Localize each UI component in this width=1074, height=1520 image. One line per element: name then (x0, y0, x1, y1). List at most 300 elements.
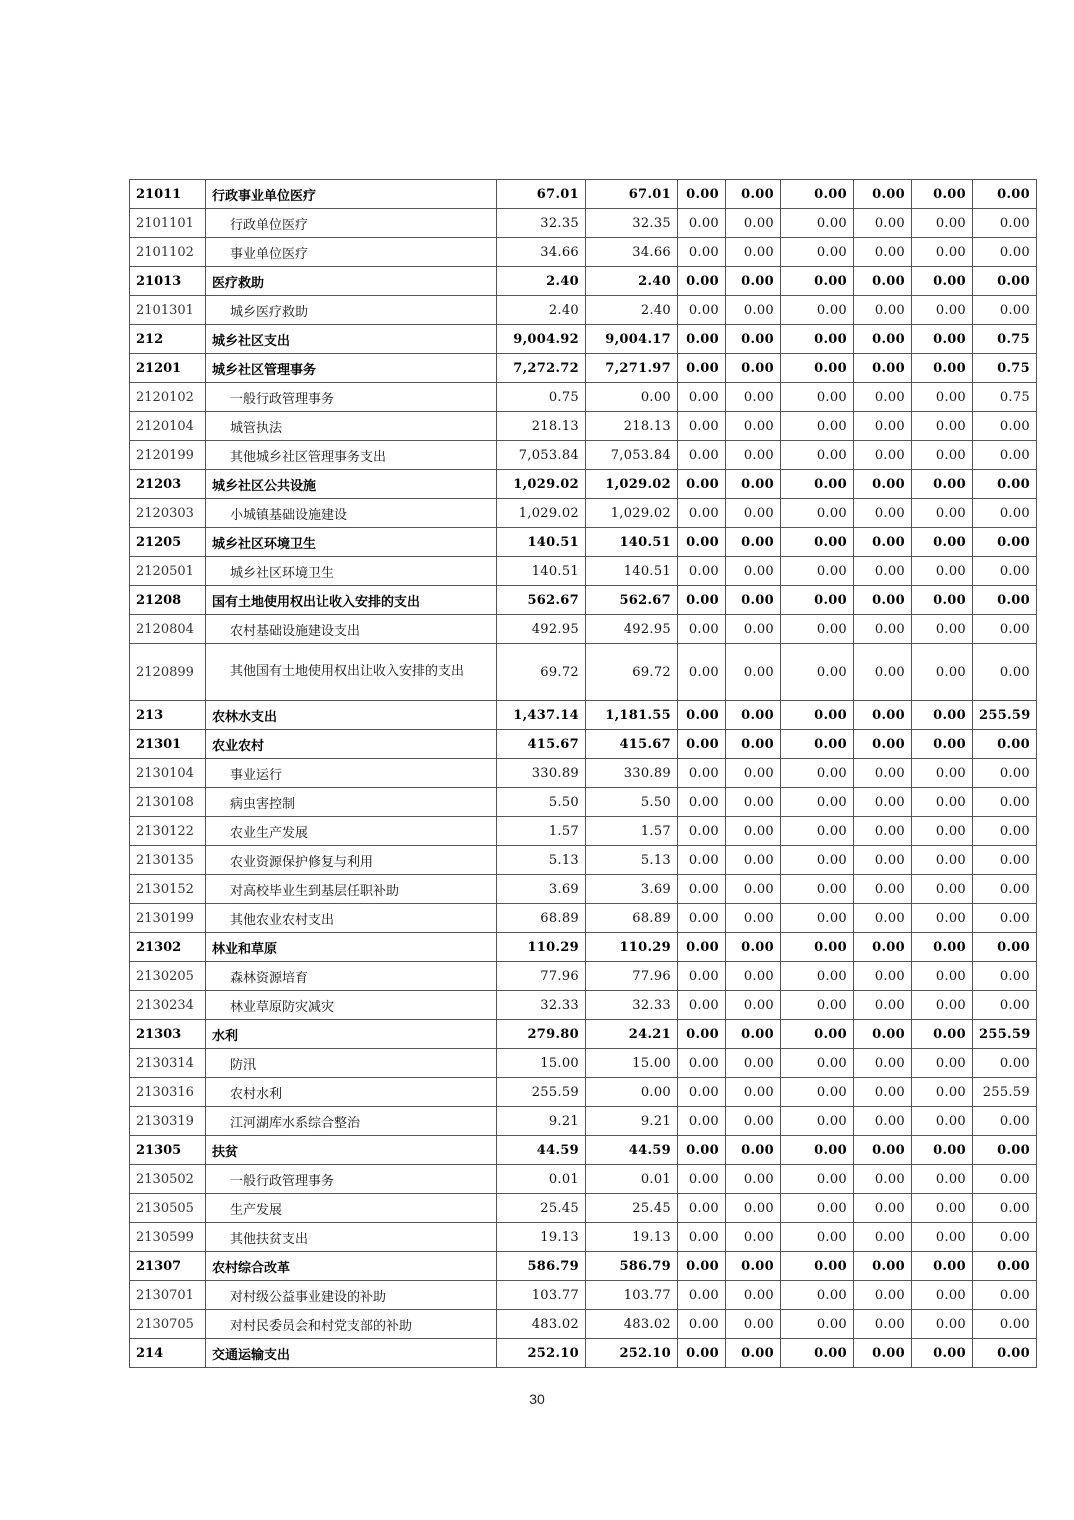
row-value: 0.00 (854, 875, 912, 904)
row-value: 0.00 (781, 962, 854, 991)
row-value: 562.67 (586, 586, 678, 615)
row-value: 0.00 (678, 180, 726, 209)
row-value: 0.00 (781, 1252, 854, 1281)
row-value: 0.00 (781, 470, 854, 499)
row-value: 0.00 (854, 238, 912, 267)
row-value: 0.00 (912, 238, 973, 267)
row-value: 252.10 (586, 1339, 678, 1368)
row-value: 0.00 (854, 991, 912, 1020)
row-name: 农业农村 (206, 730, 497, 759)
table-row (130, 962, 1037, 991)
row-value: 0.00 (678, 441, 726, 470)
row-value: 0.00 (973, 180, 1037, 209)
row-code: 2130122 (130, 817, 206, 846)
row-value: 0.00 (854, 846, 912, 875)
row-code: 212 (130, 325, 206, 354)
row-value: 0.00 (973, 267, 1037, 296)
row-value: 9,004.92 (497, 325, 586, 354)
row-value: 0.00 (678, 1252, 726, 1281)
row-value: 0.00 (912, 1020, 973, 1049)
row-value: 0.00 (973, 846, 1037, 875)
row-value: 44.59 (497, 1136, 586, 1165)
row-value: 2.40 (586, 267, 678, 296)
row-code: 21205 (130, 528, 206, 557)
row-value: 1,029.02 (586, 470, 678, 499)
row-code: 2120102 (130, 383, 206, 412)
row-value: 68.89 (497, 904, 586, 933)
row-name: 其他农业农村支出 (206, 904, 497, 933)
table-row (130, 730, 1037, 759)
row-value: 1.57 (497, 817, 586, 846)
row-value: 0.00 (678, 412, 726, 441)
row-code: 2130701 (130, 1281, 206, 1310)
row-value: 0.00 (678, 1194, 726, 1223)
row-value: 0.00 (781, 1194, 854, 1223)
row-value: 0.00 (781, 1281, 854, 1310)
row-value: 0.00 (781, 412, 854, 441)
row-value: 0.00 (678, 991, 726, 1020)
row-value: 0.00 (678, 267, 726, 296)
row-code: 2130234 (130, 991, 206, 1020)
row-value: 0.00 (912, 1165, 973, 1194)
row-value: 0.00 (726, 904, 781, 933)
row-name: 对高校毕业生到基层任职补助 (206, 875, 497, 904)
row-value: 140.51 (497, 528, 586, 557)
row-value: 0.00 (973, 412, 1037, 441)
row-value: 0.00 (586, 383, 678, 412)
row-value: 0.00 (973, 904, 1037, 933)
row-code: 2130135 (130, 846, 206, 875)
row-value: 0.00 (973, 962, 1037, 991)
table-row (130, 209, 1037, 238)
row-value: 0.00 (912, 441, 973, 470)
row-value: 0.00 (678, 557, 726, 586)
table-row (130, 1020, 1037, 1049)
row-name: 农林水支出 (206, 701, 497, 730)
row-value: 0.00 (973, 238, 1037, 267)
row-value: 0.00 (726, 1223, 781, 1252)
table-row (130, 1223, 1037, 1252)
row-value: 0.00 (726, 354, 781, 383)
page-number: 30 (529, 1391, 545, 1407)
table-row (130, 1339, 1037, 1368)
row-value: 0.00 (678, 1223, 726, 1252)
row-value: 0.00 (678, 1078, 726, 1107)
row-value: 7,272.72 (497, 354, 586, 383)
row-value: 32.35 (497, 209, 586, 238)
row-value: 0.00 (912, 1136, 973, 1165)
row-name: 水利 (206, 1020, 497, 1049)
row-value: 0.00 (678, 470, 726, 499)
row-value: 19.13 (497, 1223, 586, 1252)
row-code: 2130152 (130, 875, 206, 904)
row-value: 0.00 (854, 817, 912, 846)
row-code: 21307 (130, 1252, 206, 1281)
row-value: 0.00 (973, 875, 1037, 904)
row-value: 1,029.02 (497, 470, 586, 499)
table-row (130, 586, 1037, 615)
row-value: 0.00 (973, 470, 1037, 499)
row-value: 586.79 (497, 1252, 586, 1281)
row-value: 77.96 (497, 962, 586, 991)
row-value: 69.72 (497, 644, 586, 701)
row-value: 0.00 (854, 383, 912, 412)
row-code: 2101102 (130, 238, 206, 267)
row-value: 0.00 (912, 412, 973, 441)
row-value: 0.00 (781, 875, 854, 904)
row-value: 0.00 (912, 1194, 973, 1223)
row-code: 2130599 (130, 1223, 206, 1252)
row-value: 0.00 (726, 817, 781, 846)
table-row (130, 267, 1037, 296)
row-value: 1,437.14 (497, 701, 586, 730)
row-value: 5.50 (586, 788, 678, 817)
row-value: 218.13 (586, 412, 678, 441)
row-value: 0.00 (854, 615, 912, 644)
row-value: 0.00 (854, 1310, 912, 1339)
row-value: 0.00 (912, 325, 973, 354)
row-value: 255.59 (973, 1078, 1037, 1107)
table-row (130, 788, 1037, 817)
row-value: 0.00 (678, 759, 726, 788)
row-name: 行政事业单位医疗 (206, 180, 497, 209)
table-row (130, 991, 1037, 1020)
row-value: 0.00 (854, 1252, 912, 1281)
row-value: 15.00 (497, 1049, 586, 1078)
row-value: 0.00 (678, 586, 726, 615)
row-value: 0.00 (973, 1165, 1037, 1194)
row-name: 城乡社区环境卫生 (206, 557, 497, 586)
row-value: 34.66 (586, 238, 678, 267)
row-value: 0.00 (781, 1310, 854, 1339)
row-value: 0.00 (973, 528, 1037, 557)
row-value: 0.00 (973, 759, 1037, 788)
row-value: 0.00 (678, 209, 726, 238)
row-value: 0.00 (726, 701, 781, 730)
row-value: 0.00 (678, 528, 726, 557)
row-value: 0.00 (678, 1165, 726, 1194)
row-code: 2130108 (130, 788, 206, 817)
row-value: 2.40 (586, 296, 678, 325)
row-value: 0.00 (854, 788, 912, 817)
row-value: 0.00 (781, 1020, 854, 1049)
row-value: 0.00 (854, 1020, 912, 1049)
row-value: 9,004.17 (586, 325, 678, 354)
row-value: 3.69 (497, 875, 586, 904)
row-value: 0.00 (973, 1339, 1037, 1368)
row-value: 0.00 (781, 1078, 854, 1107)
row-value: 0.00 (781, 1339, 854, 1368)
row-value: 0.00 (781, 354, 854, 383)
row-value: 24.21 (586, 1020, 678, 1049)
row-value: 0.00 (678, 644, 726, 701)
table-row (130, 644, 1037, 701)
row-code: 21201 (130, 354, 206, 383)
row-name: 其他国有土地使用权出让收入安排的支出 (206, 644, 497, 701)
row-value: 0.00 (912, 759, 973, 788)
row-value: 0.00 (973, 1194, 1037, 1223)
row-value: 0.00 (781, 1049, 854, 1078)
row-value: 255.59 (973, 701, 1037, 730)
row-name: 一般行政管理事务 (206, 1165, 497, 1194)
row-value: 415.67 (586, 730, 678, 759)
row-value: 0.00 (678, 1020, 726, 1049)
row-value: 0.00 (912, 354, 973, 383)
row-value: 0.00 (678, 238, 726, 267)
row-value: 0.00 (854, 296, 912, 325)
row-code: 21011 (130, 180, 206, 209)
row-value: 5.50 (497, 788, 586, 817)
row-value: 0.00 (973, 644, 1037, 701)
row-value: 0.00 (781, 730, 854, 759)
row-code: 21013 (130, 267, 206, 296)
row-value: 0.00 (854, 933, 912, 962)
row-value: 0.00 (678, 875, 726, 904)
row-value: 0.00 (726, 1107, 781, 1136)
row-name: 事业单位医疗 (206, 238, 497, 267)
row-value: 0.00 (781, 528, 854, 557)
table-row (130, 846, 1037, 875)
row-name: 事业运行 (206, 759, 497, 788)
table-row (130, 904, 1037, 933)
row-value: 0.00 (854, 962, 912, 991)
row-value: 330.89 (586, 759, 678, 788)
row-value: 1.57 (586, 817, 678, 846)
table-row (130, 1281, 1037, 1310)
row-value: 483.02 (586, 1310, 678, 1339)
row-code: 2130319 (130, 1107, 206, 1136)
row-value: 0.00 (854, 1136, 912, 1165)
row-value: 0.00 (726, 933, 781, 962)
row-value: 0.00 (912, 1310, 973, 1339)
table-row (130, 528, 1037, 557)
row-value: 0.00 (726, 441, 781, 470)
row-value: 1,181.55 (586, 701, 678, 730)
table-row (130, 354, 1037, 383)
row-value: 0.00 (854, 759, 912, 788)
row-value: 0.00 (854, 557, 912, 586)
row-value: 0.00 (973, 1252, 1037, 1281)
row-code: 21203 (130, 470, 206, 499)
row-value: 0.00 (726, 528, 781, 557)
row-value: 0.00 (678, 354, 726, 383)
row-value: 103.77 (586, 1281, 678, 1310)
row-value: 67.01 (497, 180, 586, 209)
row-value: 0.00 (678, 788, 726, 817)
row-value: 0.00 (854, 1049, 912, 1078)
row-value: 0.00 (973, 1281, 1037, 1310)
row-value: 0.00 (912, 470, 973, 499)
row-value: 0.00 (781, 209, 854, 238)
row-value: 1,029.02 (497, 499, 586, 528)
row-value: 0.00 (726, 1020, 781, 1049)
row-code: 2130104 (130, 759, 206, 788)
row-value: 0.00 (781, 441, 854, 470)
row-value: 0.75 (973, 383, 1037, 412)
row-value: 140.51 (586, 528, 678, 557)
row-value: 0.00 (854, 354, 912, 383)
row-value: 0.00 (726, 238, 781, 267)
row-name: 江河湖库水系综合整治 (206, 1107, 497, 1136)
row-value: 0.00 (912, 383, 973, 412)
row-value: 0.00 (678, 499, 726, 528)
row-value: 0.00 (678, 296, 726, 325)
table-row (130, 441, 1037, 470)
row-value: 0.00 (678, 933, 726, 962)
row-value: 0.00 (912, 528, 973, 557)
row-name: 生产发展 (206, 1194, 497, 1223)
row-value: 0.00 (726, 1049, 781, 1078)
row-code: 2130199 (130, 904, 206, 933)
row-name: 对村级公益事业建设的补助 (206, 1281, 497, 1310)
table-row (130, 238, 1037, 267)
row-value: 218.13 (497, 412, 586, 441)
row-value: 0.75 (497, 383, 586, 412)
table-row (130, 701, 1037, 730)
row-value: 0.00 (973, 586, 1037, 615)
row-value: 0.00 (781, 1223, 854, 1252)
row-value: 0.00 (726, 557, 781, 586)
row-name: 其他城乡社区管理事务支出 (206, 441, 497, 470)
row-value: 0.00 (912, 1078, 973, 1107)
row-value: 0.00 (912, 209, 973, 238)
row-value: 0.00 (726, 499, 781, 528)
row-value: 0.00 (912, 644, 973, 701)
row-code: 2120899 (130, 644, 206, 701)
row-value: 0.00 (726, 1310, 781, 1339)
row-value: 0.00 (912, 296, 973, 325)
row-value: 3.69 (586, 875, 678, 904)
row-value: 0.01 (586, 1165, 678, 1194)
row-value: 0.00 (912, 904, 973, 933)
row-value: 2.40 (497, 296, 586, 325)
row-value: 0.00 (973, 499, 1037, 528)
row-code: 2101301 (130, 296, 206, 325)
row-value: 0.00 (912, 875, 973, 904)
row-code: 21208 (130, 586, 206, 615)
row-value: 0.00 (854, 1223, 912, 1252)
row-value: 0.00 (781, 1136, 854, 1165)
table-row (130, 499, 1037, 528)
row-value: 0.00 (781, 586, 854, 615)
row-code: 2120804 (130, 615, 206, 644)
table-row (130, 1194, 1037, 1223)
row-value: 5.13 (586, 846, 678, 875)
table-row (130, 1252, 1037, 1281)
row-value: 0.00 (854, 325, 912, 354)
row-value: 0.00 (973, 1310, 1037, 1339)
row-name: 农业生产发展 (206, 817, 497, 846)
row-value: 0.00 (781, 383, 854, 412)
row-code: 2130205 (130, 962, 206, 991)
table-row (130, 412, 1037, 441)
row-value: 0.00 (973, 1136, 1037, 1165)
row-value: 0.00 (781, 846, 854, 875)
row-value: 0.00 (973, 615, 1037, 644)
row-value: 0.00 (726, 1165, 781, 1194)
row-code: 21305 (130, 1136, 206, 1165)
row-code: 214 (130, 1339, 206, 1368)
table-row (130, 759, 1037, 788)
row-value: 7,053.84 (497, 441, 586, 470)
row-name: 扶贫 (206, 1136, 497, 1165)
row-name: 农村基础设施建设支出 (206, 615, 497, 644)
table-row (130, 1078, 1037, 1107)
row-value: 0.00 (678, 1136, 726, 1165)
row-name: 防汛 (206, 1049, 497, 1078)
row-value: 0.00 (726, 1252, 781, 1281)
row-value: 0.00 (912, 267, 973, 296)
row-value: 32.35 (586, 209, 678, 238)
row-value: 0.00 (912, 499, 973, 528)
row-code: 21303 (130, 1020, 206, 1049)
table-row (130, 875, 1037, 904)
row-code: 21301 (130, 730, 206, 759)
row-value: 0.00 (726, 267, 781, 296)
table-row (130, 1165, 1037, 1194)
table-row (130, 296, 1037, 325)
row-value: 0.00 (726, 296, 781, 325)
row-name: 国有土地使用权出让收入安排的支出 (206, 586, 497, 615)
row-value: 69.72 (586, 644, 678, 701)
row-name: 林业草原防灾减灾 (206, 991, 497, 1020)
row-name: 小城镇基础设施建设 (206, 499, 497, 528)
row-value: 0.00 (973, 1223, 1037, 1252)
row-value: 0.00 (726, 615, 781, 644)
row-name: 城乡医疗救助 (206, 296, 497, 325)
row-code: 21302 (130, 933, 206, 962)
row-code: 2130314 (130, 1049, 206, 1078)
row-value: 0.00 (586, 1078, 678, 1107)
row-value: 255.59 (973, 1020, 1037, 1049)
row-value: 0.00 (912, 962, 973, 991)
row-value: 0.00 (678, 730, 726, 759)
row-value: 0.00 (781, 1107, 854, 1136)
row-code: 2130502 (130, 1165, 206, 1194)
row-value: 0.00 (912, 991, 973, 1020)
row-code: 2130316 (130, 1078, 206, 1107)
row-value: 0.00 (726, 1339, 781, 1368)
row-value: 44.59 (586, 1136, 678, 1165)
row-value: 0.00 (678, 1049, 726, 1078)
row-name: 对村民委员会和村党支部的补助 (206, 1310, 497, 1339)
row-value: 25.45 (497, 1194, 586, 1223)
row-code: 213 (130, 701, 206, 730)
row-value: 2.40 (497, 267, 586, 296)
row-value: 0.00 (781, 644, 854, 701)
row-value: 0.00 (726, 875, 781, 904)
row-value: 0.00 (678, 383, 726, 412)
row-value: 0.00 (678, 846, 726, 875)
row-name: 交通运输支出 (206, 1339, 497, 1368)
row-value: 0.00 (854, 904, 912, 933)
row-value: 252.10 (497, 1339, 586, 1368)
row-value: 0.00 (973, 788, 1037, 817)
row-value: 0.00 (912, 1339, 973, 1368)
row-value: 0.00 (854, 1339, 912, 1368)
row-value: 279.80 (497, 1020, 586, 1049)
row-value: 0.00 (678, 904, 726, 933)
row-value: 7,271.97 (586, 354, 678, 383)
row-value: 0.00 (973, 1107, 1037, 1136)
row-value: 0.00 (678, 701, 726, 730)
row-value: 0.00 (912, 730, 973, 759)
row-value: 0.00 (854, 1078, 912, 1107)
row-value: 110.29 (586, 933, 678, 962)
row-value: 0.00 (781, 933, 854, 962)
row-value: 0.00 (912, 1223, 973, 1252)
row-value: 0.00 (678, 325, 726, 354)
